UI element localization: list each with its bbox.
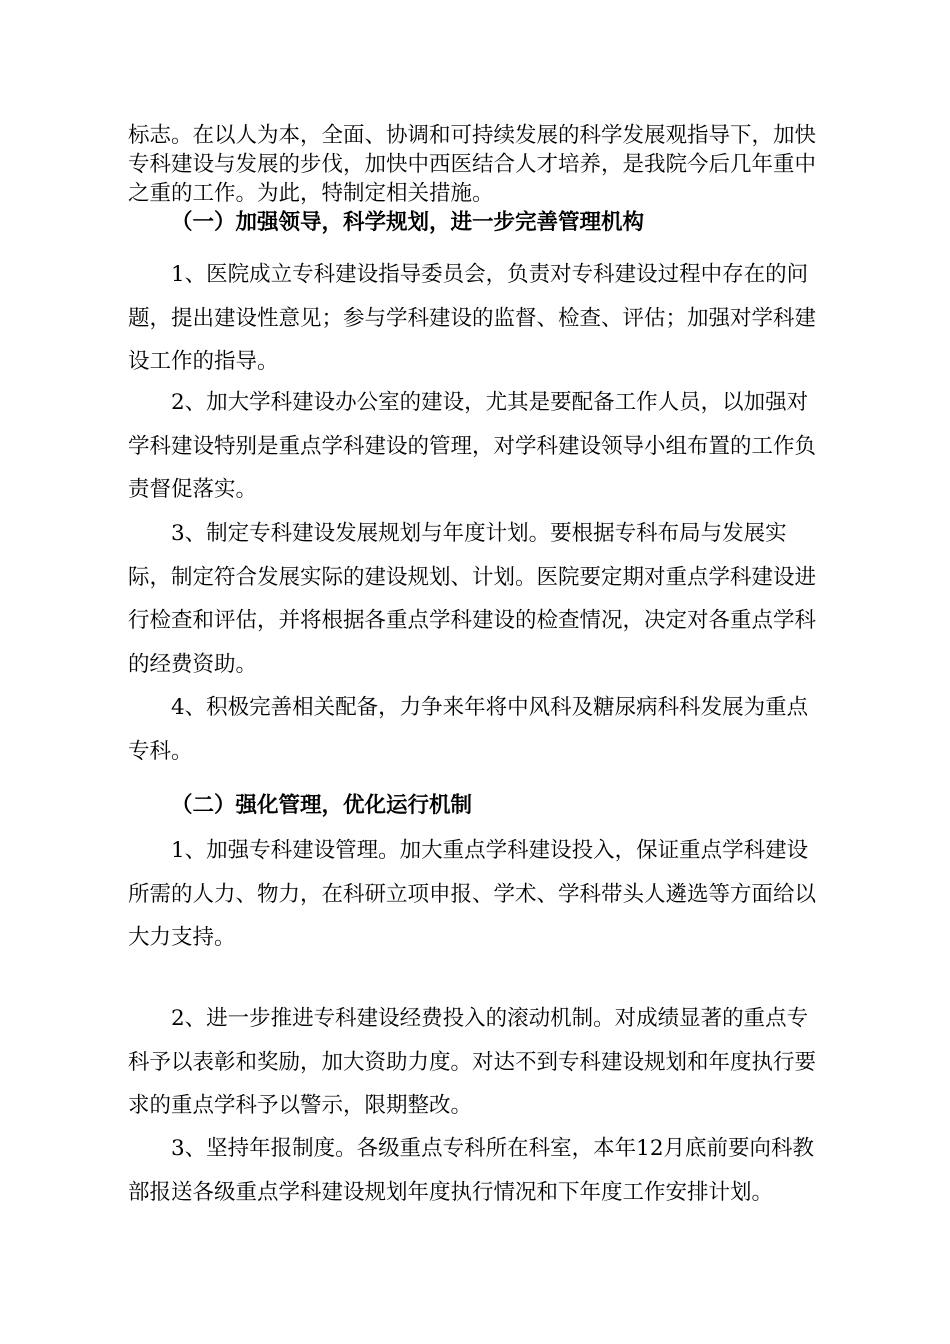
section-1-item-3: 3、制定专科建设发展规划与年度计划。要根据专科布局与发展实际，制定符合发展实际的建设规划、计划。医院要定期对重点学科建设进行检查和评估，并将根据各重点学科建设的检查情况，决定对各重点学科的经费资助。 <box>128 521 817 677</box>
section-1-item-1: 1、医院成立专科建设指导委员会，负责对专科建设过程中存在的问题，提出建设性意见；参与学科建设的监督、检查、评估；加强对学科建设工作的指导。 <box>128 262 817 374</box>
intro-paragraph: 标志。在以人为本，全面、协调和可持续发展的科学发展观指导下，加快专科建设与发展的步伐，加快中西医结合人才培养，是我院今后几年重中之重的工作。为此，特制定相关措施。 <box>128 123 817 206</box>
section-1-item-4: 4、积极完善相关配备，力争来年将中风科及糖尿病科科发展为重点专科。 <box>128 695 809 764</box>
section-2-item-3: 3、坚持年报制度。各级重点专科所在科室，本年12月底前要向科教部报送各级重点学科建设规划年度执行情况和下年度工作安排计划。 <box>128 1136 815 1205</box>
section-2-item-1: 1、加强专科建设管理。加大重点学科建设投入，保证重点学科建设所需的人力、物力，在科研立项申报、学术、学科带头人遴选等方面给以大力支持。 <box>128 838 817 950</box>
section-2-heading: （二）强化管理，优化运行机制 <box>171 793 473 818</box>
section-2-item-2: 2、进一步推进专科建设经费投入的滚动机制。对成绩显著的重点专科予以表彰和奖励，加大资助力度。对达不到专科建设规划和年度执行要求的重点学科予以警示，限期整改。 <box>128 1006 817 1118</box>
section-1-item-2: 2、加大学科建设办公室的建设，尤其是要配备工作人员，以加强对学科建设特别是重点学科建设的管理，对学科建设领导小组布置的工作负责督促落实。 <box>128 390 817 502</box>
section-1-heading: （一）加强领导，科学规划，进一步完善管理机构 <box>171 210 645 235</box>
